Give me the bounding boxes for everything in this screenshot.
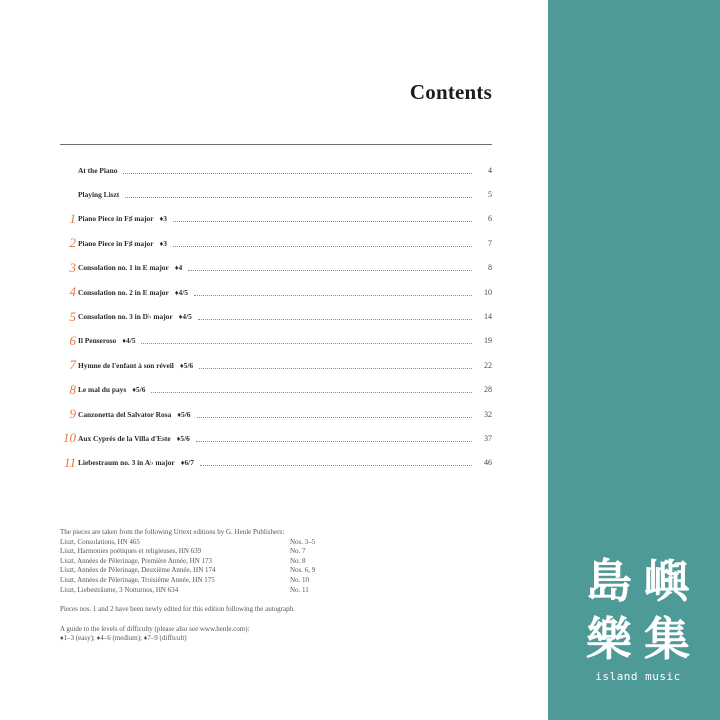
toc-entry-number: 4 [69, 284, 76, 300]
brand-logo-characters [580, 552, 696, 668]
source-edition: Liszt, Années de Pèlerinage, Première Année, HN 173 [60, 556, 213, 565]
source-edition-row [60, 547, 400, 557]
source-list [60, 538, 400, 596]
source-piece-numbers: No. 10 [290, 575, 310, 584]
toc-entry-page: 46 [484, 458, 492, 468]
difficulty-level: ♦4 [174, 263, 183, 273]
toc-entry [60, 329, 492, 353]
dot-leader [194, 295, 472, 296]
brand-logo [580, 552, 696, 692]
toc-entry [60, 158, 492, 182]
dot-leader [173, 221, 472, 222]
toc-entry-page: 32 [484, 409, 492, 419]
toc-entry [60, 280, 492, 304]
dot-leader [125, 197, 472, 198]
toc-entry-title: Playing Liszt [78, 190, 120, 200]
dot-leader [197, 417, 473, 418]
brand-tagline: island music [595, 670, 681, 683]
difficulty-level: ♦6/7 [180, 458, 194, 468]
dot-leader [123, 173, 472, 174]
source-edition-row [60, 557, 400, 567]
toc-entry [60, 182, 492, 206]
toc-entry-number: 3 [69, 259, 76, 275]
toc-entry [60, 256, 492, 280]
source-edition-row [60, 586, 400, 596]
toc-entry-title: Piano Piece in F♯ major [78, 214, 154, 224]
toc-entry-title: Le mal du pays [78, 385, 127, 395]
toc-entry-page: 10 [484, 287, 492, 297]
toc-entry-page: 14 [484, 312, 492, 322]
source-piece-numbers: No. 11 [290, 585, 309, 594]
toc-entry-number: 5 [69, 308, 76, 324]
source-edition: Liszt, Liebesträume, 3 Notturnos, HN 634 [60, 585, 179, 594]
difficulty-level: ♦4/5 [174, 287, 188, 297]
toc-entry [60, 304, 492, 328]
toc-entry-page: 4 [488, 165, 492, 175]
dot-leader [199, 368, 472, 369]
brand-logo-character: 集 [644, 612, 690, 666]
toc-entry [60, 231, 492, 255]
toc-entry [60, 207, 492, 231]
brand-logo-character: 島 [586, 554, 632, 608]
difficulty-level: ♦4/5 [122, 336, 136, 346]
source-piece-numbers: No. 7 [290, 547, 306, 556]
toc-entry [60, 402, 492, 426]
toc-entry-number: 7 [69, 357, 76, 373]
title-divider [60, 144, 492, 145]
source-piece-numbers: Nos. 6, 9 [290, 566, 316, 575]
notes-intro: The pieces are taken from the following Urtext editions by G. Henle Publishers: [60, 528, 285, 536]
toc-entry [60, 426, 492, 450]
toc-entry [60, 378, 492, 402]
toc-entry-page: 28 [484, 385, 492, 395]
dot-leader [198, 319, 472, 320]
source-piece-numbers: Nos. 3–5 [290, 537, 316, 546]
difficulty-guide-heading: A guide to the levels of difficulty (please also see www.henle.com): [60, 624, 250, 633]
notes-edited: Pieces nos. 1 and 2 have been newly edited for this edition following the autograph. [60, 605, 295, 614]
source-edition: Liszt, Consolations, HN 465 [60, 537, 140, 546]
dot-leader [173, 246, 472, 247]
difficulty-level: ♦5/6 [176, 433, 190, 443]
toc-entry-page: 37 [484, 433, 492, 443]
source-edition-row [60, 538, 400, 548]
dot-leader [151, 392, 472, 393]
dot-leader [141, 343, 472, 344]
toc-entry-title: Hymne de l'enfant à son réveil [78, 360, 174, 370]
edition-notes [60, 528, 400, 644]
source-edition: Liszt, Années de Pèlerinage, Troisième Année, HN 175 [60, 575, 215, 584]
table-of-contents [60, 158, 492, 475]
page-title: Contents [409, 80, 492, 104]
difficulty-level: ♦3 [159, 238, 167, 248]
toc-entry-title: Consolation no. 2 in E major [78, 287, 169, 297]
toc-entry-title: Aux Cyprès de la Villa d'Este [78, 433, 171, 443]
toc-entry [60, 451, 492, 475]
toc-entry-number: 11 [63, 454, 76, 470]
toc-entry-title: At the Piano [78, 165, 118, 175]
difficulty-level: ♦4/5 [178, 312, 192, 322]
toc-entry-page: 6 [488, 214, 492, 224]
toc-entry-number: 10 [63, 430, 76, 446]
dot-leader [196, 441, 472, 442]
toc-entry-number: 8 [69, 381, 76, 397]
toc-entry-title: Consolation no. 1 in E major [78, 263, 169, 273]
brand-logo-character: 嶼 [644, 554, 690, 608]
source-piece-numbers: No. 8 [290, 556, 306, 565]
dot-leader [188, 270, 472, 271]
dot-leader [200, 465, 472, 466]
source-edition: Liszt, Harmonies poétiques et religieuses, HN 639 [60, 547, 202, 556]
toc-entry-title: Consolation no. 3 in D♭ major [78, 312, 173, 322]
toc-entry-number: 6 [69, 332, 76, 348]
toc-entry [60, 353, 492, 377]
toc-entry-title: Il Penseroso [78, 336, 117, 346]
brand-logo-character: 樂 [586, 612, 632, 666]
source-edition: Liszt, Années de Pèlerinage, Deuxième Année, HN 174 [60, 566, 216, 575]
toc-entry-title: Piano Piece in F♯ major [78, 238, 154, 248]
toc-entry-page: 7 [488, 238, 492, 248]
toc-entry-page: 22 [484, 360, 492, 370]
difficulty-level: ♦5/6 [132, 385, 146, 395]
source-edition-row [60, 576, 400, 586]
toc-entry-title: Liebestraum no. 3 in A♭ major [78, 458, 175, 468]
source-edition-row [60, 566, 400, 576]
difficulty-level: ♦5/6 [179, 360, 194, 370]
difficulty-level: ♦3 [159, 214, 167, 224]
toc-entry-page: 19 [484, 336, 492, 346]
toc-entry-number: 2 [69, 235, 76, 251]
toc-entry-title: Canzonetta del Salvator Rosa [78, 409, 172, 419]
toc-entry-number: 1 [69, 210, 76, 226]
toc-entry-number: 9 [69, 406, 76, 422]
difficulty-guide-levels: ♦1–3 (easy); ♦4–6 (medium); ♦7–9 (difficult) [60, 634, 187, 643]
toc-entry-page: 8 [488, 263, 492, 273]
toc-entry-page: 5 [488, 190, 492, 200]
difficulty-level: ♦5/6 [177, 409, 191, 419]
